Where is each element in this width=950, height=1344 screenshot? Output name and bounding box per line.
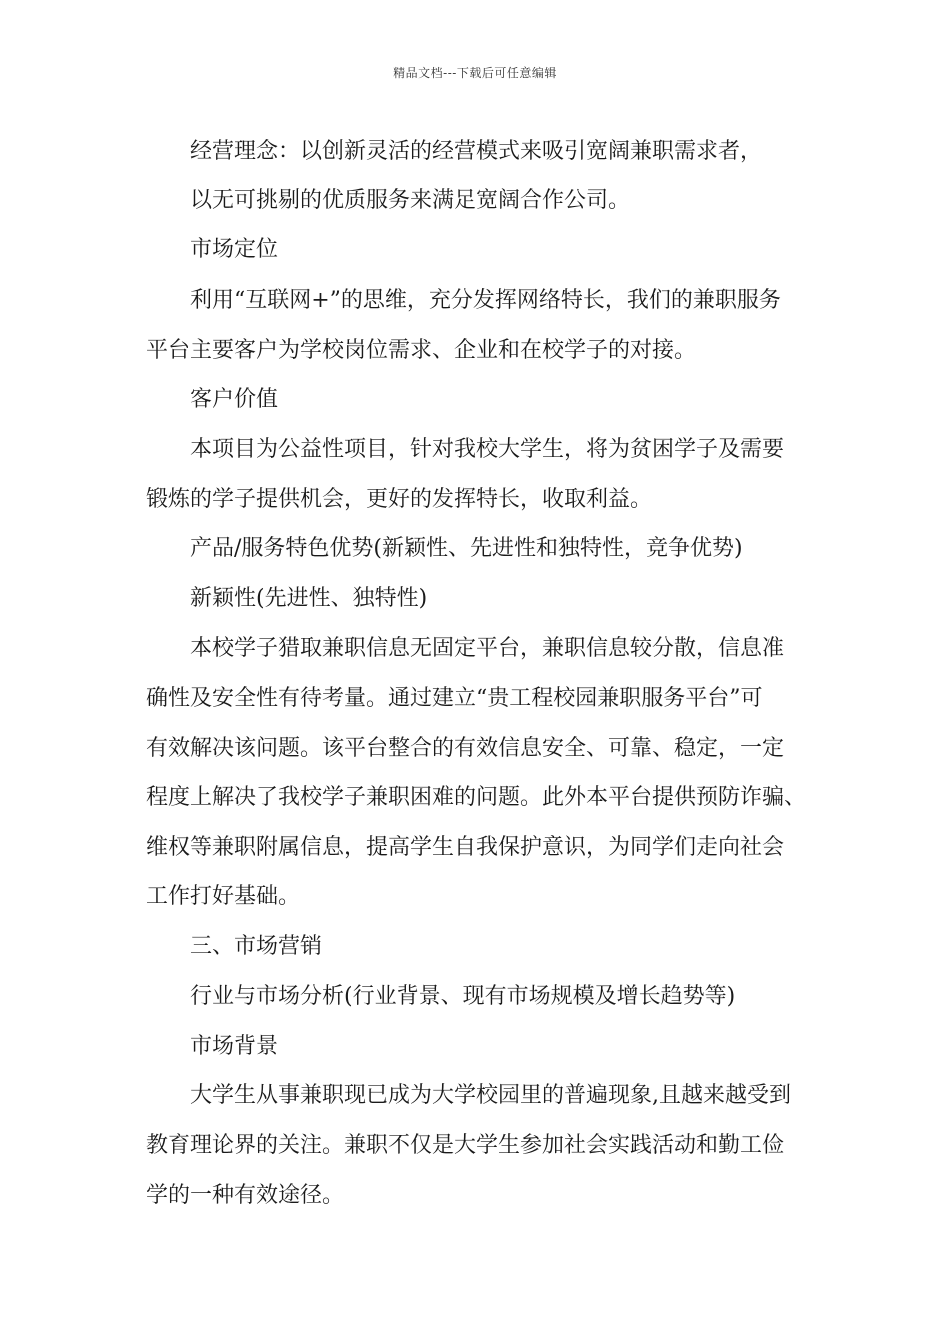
text-line: 教育理论界的关注。兼职不仅是大学生参加社会实践活动和勤工俭 (146, 1133, 785, 1158)
section-heading: 客户价值 (190, 387, 279, 412)
text-line: 学的一种有效途径。 (146, 1183, 345, 1208)
text-line: 程度上解决了我校学子兼职困难的问题。此外本平台提供预防诈骗、 (146, 785, 807, 810)
text-line: 以无可挑剔的优质服务来满足宽阔合作公司。 (190, 188, 631, 213)
text-line: 工作打好基础。 (146, 884, 301, 909)
text-line: 有效解决该问题。该平台整合的有效信息安全、可靠、稳定，一定 (146, 736, 785, 761)
text-line: 确性及安全性有待考量。通过建立“贵工程校园兼职服务平台”可 (146, 686, 763, 711)
text-line: 利用“互联网+”的思维，充分发挥网络特长，我们的兼职服务 (190, 288, 781, 313)
text-line: 本校学子猎取兼职信息无固定平台，兼职信息较分散，信息准 (190, 636, 785, 661)
section-heading: 市场背景 (190, 1034, 279, 1059)
text-line: 平台主要客户为学校岗位需求、企业和在校学子的对接。 (146, 338, 697, 363)
section-heading: 行业与市场分析(行业背景、现有市场规模及增长趋势等) (190, 984, 736, 1009)
section-heading: 三、市场营销 (190, 934, 323, 959)
text-line: 本项目为公益性项目，针对我校大学生，将为贫困学子及需要 (190, 437, 785, 462)
section-heading: 新颖性(先进性、独特性) (190, 586, 428, 611)
section-heading: 市场定位 (190, 237, 279, 262)
page-header: 精品文档---下载后可任意编辑 (393, 66, 557, 80)
text-line: 经营理念：以创新灵活的经营模式来吸引宽阔兼职需求者， (190, 139, 763, 164)
text-line: 维权等兼职附属信息，提高学生自我保护意识，为同学们走向社会 (146, 835, 785, 860)
section-heading: 产品/服务特色优势(新颖性、先进性和独特性，竞争优势) (190, 536, 743, 561)
text-line: 锻炼的学子提供机会，更好的发挥特长，收取利益。 (146, 487, 653, 512)
text-line: 大学生从事兼职现已成为大学校园里的普遍现象,且越来越受到 (190, 1083, 791, 1108)
